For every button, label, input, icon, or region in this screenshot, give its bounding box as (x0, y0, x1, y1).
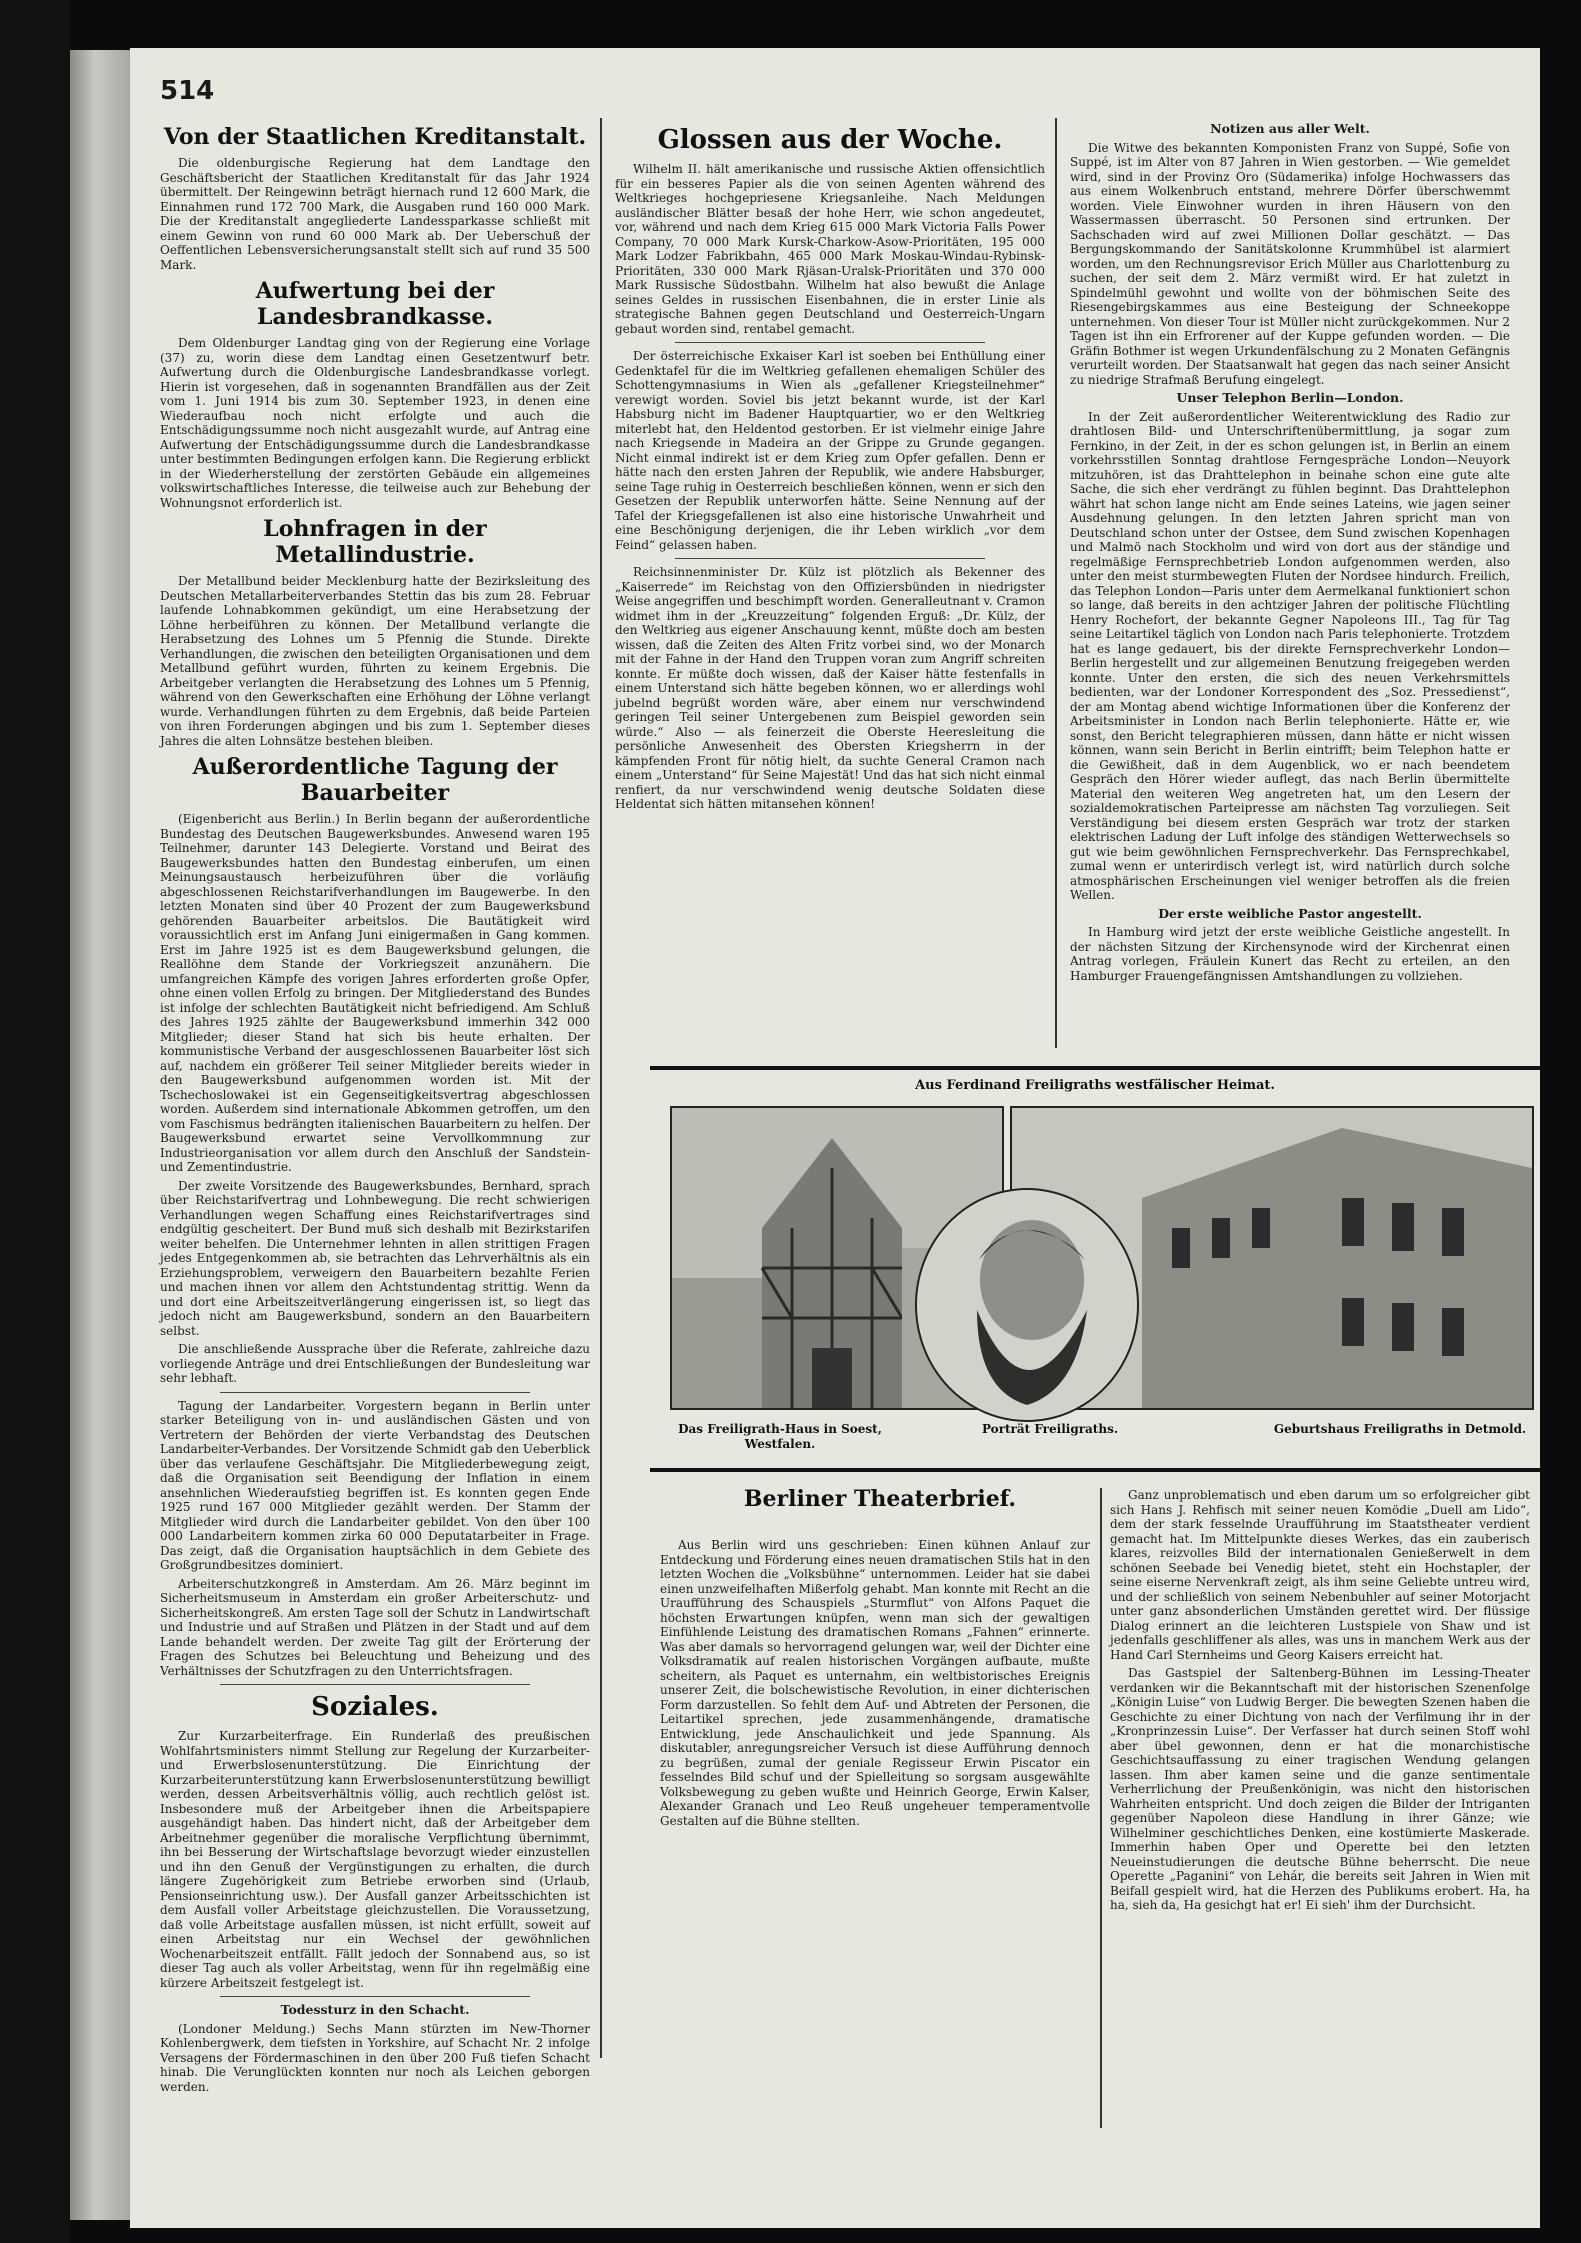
column-middle (615, 118, 1045, 816)
article-notizen: Die Witwe des bekannten Komponisten Franz von Suppé, Sofie von Suppé, ist im Alter von 87 Jahren in Wien gestorben. — Wie gemeldet wird, sind in der Provinz Oro (Südamerika) infolge Hochwassers das aus einem Wolkenbruch entstand, mehrere Dörfer überschwemmt worden. Viele Einwohner wurden in ihren Häusern von den Wassermassen überrascht. 50 Personen sind ertrunken. Der Sachschaden wird auf zwei Millionen Dollar geschätzt. — Das Bergungskommando der Sanitätskolonne Krummhübel ist alarmiert worden, um den Rechnungsrevisor Erich Müller aus Charlottenburg zu suchen, der seit dem 2. März vermißt wird. Er hat zuletzt in Spindelmühl gewohnt und wollte von der böhmischen Seite des Riesengebirgskammes aus eine Besteigung der Schneekoppe unternehmen. Von dieser Tour ist Müller nicht zurückgekommen. Nur 2 Tagen ist ihn ein Erfrorener auf der Kuppe gefunden worden. — Die Gräfin Bothmer ist wegen Urkundenfälschung zu 2 Monaten Gefängnis verurteilt worden. Der Staatsanwalt hat gegen das nach seiner Ansicht zu niedrige Strafmaß Berufung eingelegt. (1070, 140, 1510, 387)
caption-geburtshaus: Geburtshaus Freiligraths in Detmold. (1273, 1422, 1527, 1436)
article-kuelz: Reichsinnenminister Dr. Külz ist plötzlich als Bekenner des „Kaiserrede“ im Reichstag von den Offiziersbünden in niedrigster Weise angegriffen und beschimpft worden. Generalleutnant v. Cramon widmet ihm in der „Kreuzzeitung“ folgenden Erguß: „Dr. Külz, der den Weltkrieg aus eigener Anschauung kennt, müßte doch am besten wissen, daß die Zeiten des Alten Fritz vorbei sind, wo der Monarch mit der Fahne in der Hand den Truppen voran zum Angriff schreiten konnte. Er müßte doch wissen, daß der Kaiser hätte festenfalls in einem Unterstand sich hätte begeben können, wo er allerdings wohl jubelnd begrüßt worden wäre, aber einem nur verschwindend geringen Teil seiner Untergebenen zum Beispiel geworden sein würde.“ Also — als feinerzeit die Oberste Heeresleitung die persönliche Anwesenheit des Obersten Kriegsherrn in der kämpfenden Front für nötig hielt, da suchte General Cramon nach einem „Unterstand“ für Seine Majestät! Und das hat sich nicht einmal renfiert, da nur verschwindend wenig deutsche Soldaten diese Heldentat sich hätten mitansehen können! (615, 565, 1045, 811)
headline-theaterbrief: Berliner Theaterbrief. (743, 1486, 1017, 1512)
headline-bauarbeiter: Außerordentliche Tagung der Bauarbeiter (192, 754, 558, 806)
column-rule (600, 118, 602, 2058)
subheading-todessturz: Todessturz in den Schacht. (280, 2002, 470, 2017)
caption-freiligrath-house: Das Freiligrath-Haus in Soest, Westfalen. (678, 1422, 882, 1451)
divider (220, 1684, 530, 1685)
article-kreditanstalt: Die oldenburgische Regierung hat dem Landtage den Geschäftsbericht der Staatlichen Kreditanstalt für das Jahr 1924 übermittelt. Der Reingewinn beträgt hiernach rund 12 600 Mark, die Einnahmen rund 172 700 Mark, die Ausgaben rund 160 000 Mark. Die der Kreditanstalt angegliederte Landessparkasse schließt mit einem Gewinn von rund 60 000 Mark ab. Der Ueberschuß der Oeffentlichen Lebensversicherungsanstalt stellt sich auf rund 35 500 Mark. (160, 156, 590, 272)
section-rule (650, 1468, 1540, 1472)
photo-section-title: Aus Ferdinand Freiligraths westfälischer Heimat. (915, 1078, 1275, 1093)
article-theater-3: Das Gastspiel der Saltenberg-Bühnen im Lessing-Theater verdanken wir die Bekanntschaft mit der historischen Szenenfolge „Königin Luise“ von Ludwig Berger. Die bewegten Szenen haben die Geschichte zu einer Dichtung von nach der Verfilmung ihr in der „Kronprinzessin Luise“. Der Verfasser hat durch seinen Stoff wohl aber übel gewonnen, denn er hat die monarchistische Geschichtsauffassung zu einer tragischen Wendung gelangen lassen. Ihm aber kamen seine und die ganze sentimentale Verherrlichung der Preußenkönigin, was nicht den historischen Wahrheiten entspricht. Und doch zeigen die Bilder der Intriganten gegenüber Napoleon diese Handlung in ihrer Gänze; wie Wilhelminer geschichtliches Denken, eine kostümierte Maskerade. Immerhin haben Oper und Operette bei den letzten Neueinstudierungen die deutsche Bühne beherrscht. Die neue Operette „Paganini“ von Lehár, die bereits seit Jahren in Wien mit Beifall gespielt wird, hat die Herzen des Publikums erobert. Ha, ha ha, sieh da, Ha gesichgt hat er! Ei sieh' ihm der Durchsicht. (1110, 1666, 1530, 1912)
book-binding (0, 0, 70, 2243)
headline-soziales: Soziales. (311, 1692, 439, 1722)
article-theater-2: Ganz unproblematisch und eben darum um so erfolgreicher gibt sich Hans J. Rehfisch mit seiner neuen Komödie „Duell am Lido“, dem der stark fesselnde Uraufführung im Staatstheater verdient gemacht hat. Im Mittelpunkte dieses Werkes, das ein zauberisch klares, reizvolles Bild der internationalen Genießerwelt in dem schönen Seebade bei Venedig bietet, steht ein Hochstapler, der seine eiserne Nervenkraft zeigt, als ihm seine Geliebte untreu wird, und der schließlich von seinem Nebenbuhler auf seiner Motorjacht unter ganz absonderlichen Umständen gerettet wird. Der flüssige Dialog erinnert an die leichteren Lustspiele von Shaw und ist jedenfalls geschliffener als alles, was uns in manchem Werk aus der Hand Carl Sternheims und Georg Kaisers erreicht hat. (1110, 1488, 1530, 1662)
article-arbeiterschutz: Arbeiterschutzkongreß in Amsterdam. Am 26. März beginnt im Sicherheitsmuseum in Amsterdam ein großer Arbeiterschutz- und Sicherheitskongreß. Am ersten Tage soll der Schutz in Landwirtschaft und Industrie und auf Straßen und Plätzen in der Stadt und auf dem Lande behandelt werden. Der zweite Tag gilt der Erörterung der Fragen des Schutzes bei Beleuchtung und Beheizung und des Verhältnisses der Schutzfragen zu den Unterrichtsfragen. (160, 1576, 590, 1678)
page-stack-edge (70, 50, 132, 2220)
photo-section (650, 1078, 1540, 1468)
article-landarbeiter: Tagung der Landarbeiter. Vorgestern begann in Berlin unter starker Beteiligung von in- und ausländischen Gästen und von Vertretern der Behörden der vierte Verbandstag des Deutschen Landarbeiter-Verbandes. Der Vorsitzende Schmidt gab den Ueberblick über das verlaufene Geschäftsjahr. Die Mitgliederbewegung zeigt, daß die Organisation seit Beendigung der Inflation in einem ansehnlichen Wiederaufstieg begriffen ist. Es konnten gegen Ende 1925 rund 167 000 Mitglieder gezählt werden. Der Stamm der Mitglieder wird durch die Landarbeiter gebildet. Von den über 100 000 Landarbeitern kommen zirka 60 000 Deputatarbeiter in Frage. Das zeigt, daß die Organisation hauptsächlich in dem Gebiete des Großgrundbesitzes dominiert. (160, 1398, 590, 1572)
section-rule (650, 1066, 1540, 1070)
subheading-pastor: Der erste weibliche Pastor angestellt. (1158, 905, 1422, 921)
headline-landesbrandkasse: Aufwertung bei der Landesbrandkasse. (255, 278, 495, 330)
article-pastor: In Hamburg wird jetzt der erste weibliche Geistliche angestellt. In der nächsten Sitzung der Kirchensynode wird der Kirchenrat einen Antrag vorlegen, Fräulein Kunert das Recht zu erteilen, an den Hamburger Frauengefängnissen Amtshandlungen zu vollziehen. (1070, 925, 1510, 983)
column-left (160, 118, 590, 2098)
subheading-notizen: Notizen aus aller Welt. (1210, 121, 1370, 136)
theater-column-right (1110, 1488, 1530, 1917)
divider (220, 1392, 530, 1393)
theater-column-left (660, 1538, 1090, 1832)
caption-portrait: Porträt Freiligraths. (981, 1422, 1119, 1436)
page-number: 514 (160, 76, 215, 106)
article-wilhelm: Wilhelm II. hält amerikanische und russische Aktien offensichtlich für ein besseres Papier als die von seinen Agenten während des Weltkrieges hochgepriesene Kriegsanleihe. Nach Meldungen ausländischer Blätter besaß der hohe Herr, wie schon angedeutet, vor, während und nach dem Krieg 615 000 Mark Victoria Falls Power Company, 70 000 Mark Kursk-Charkow-Asow-Prioritäten, 195 000 Mark Lodzer Fabrikbahn, 465 000 Mark Moskau-Windau-Rybinsk-Prioritäten, 330 000 Mark Rjäsan-Uralsk-Prioritäten und 370 000 Mark Russische Südostbahn. Wilhelm hat also bewußt die Anlage seines Geldes in russischen Eisenbahnen, die in erster Linie als strategische Bahnen gegen Deutschland und Oesterreich-Ungarn gebaut worden sind, rentabel gemacht. (615, 162, 1045, 336)
headline-metallindustrie: Lohnfragen in der Metallindustrie. (263, 516, 487, 568)
divider (675, 558, 985, 559)
article-todessturz: (Londoner Meldung.) Sechs Mann stürzten im New-Thorner Kohlenbergwerk, dem tiefsten in Yorkshire, auf Schacht Nr. 2 infolge Versagens der Fördermaschinen in den über 200 Fuß tiefen Schacht hinab. Die Verunglückten konnten nur noch als Leichen geborgen werden. (160, 2021, 590, 2094)
article-telephon: In der Zeit außerordentlicher Weiterentwicklung des Radio zur drahtlosen Bild- und Unterschriftenübermittlung, ja sogar zum Fernkino, in der Zeit, in der es schon gelungen ist, in Berlin an einem vorkehrsstillen Sonntag drahtlose Ferngespräche London—Neuyork mitzuhören, ist das Drahttelephon in beinahe schon eine gute alte Sache, die sich eher verdrängt zu fühlen beginnt. Das Drahttelephon währt hat schon lange nicht am Ende seines Lateins, wie jagen seiner Ausdehnung gelungen. In den letzten Jahren spricht man von Deutschland schon unter der Ostsee, dem Sund zwischen Kopenhagen und Malmö nach Stockholm und wird von dort aus der ständige und regelmäßige Fernsprechbetrieb London aufgenommen werden, also unter den meist sturmbewegten Fluten der Nordsee hindurch. Freilich, das Telephon London—Paris unter dem Aermelkanal funktioniert schon so lange, daß bereits in den achtziger Jahren der politische Flüchtling Henry Rochefort, der bekannte Gegner Napoleons III., Tag für Tag seine Leitartikel täglich von London nach Paris telephonierte. Trotzdem hat es lange gedauert, bis der direkte Fernsprechverkehr London—Berlin hergestellt und zur allgemeinen Benutzung freigegeben werden konnte. Unter den ersten, die sich des neuen Verkehrsmittels bedienten, war der Londoner Korrespondent des „Soz. Pressedienst“, der am Montag abend wichtige Informationen über die Konferenz der Arbeitsminister in London nach Berlin telephonierte. Hätte er, wie sonst, den Bericht telegraphieren müssen, dann hätte er nicht wissen können, wann sein Bericht in Berlin eintrifft; beim Telephon hatte er die Gewißheit, daß in dem Augenblick, wo er nach beendetem Gespräch den Hörer wieder auflegt, das nach Berlin übermittelte Material den weiteren Weg angetreten hat, um den Lesern der sozialdemokratischen Parteipresse am nächsten Tag vorzuliegen. Seit Verständigung bei diesem ersten Gespräch war trotz der starken elektrischen Ladung der Luft infolge des ständigen Wetterwechsels so gut wie beim gewöhnlichen Fernsprechverkehr. Das Fernsprechkabel, zumal wenn er unterirdisch verlegt ist, wird natürlich durch solche atmosphärischen Erscheinungen viel weniger betroffen als die freien Wellen. (1070, 409, 1510, 902)
article-karl: Der österreichische Exkaiser Karl ist soeben bei Enthüllung einer Gedenktafel für die im Weltkrieg gefallenen ehemaligen Schüler des Schottengymnasiums in Wien als „gefallener Kriegsteilnehmer“ verewigt worden. Soviel bis jetzt bekannt wurde, ist der Karl Habsburg nicht im Badener Hauptquartier, wo er den Weltkrieg miterlebt hat, den Heldentod gestorben. Er ist vielmehr einige Jahre nach Kriegsende in Madeira an der Grippe zu Grunde gegangen. Nicht einmal indirekt ist er dem Krieg zum Opfer gefallen. Denn er hätte nach den ersten Jahren der Republik, wie andere Habsburger, seine Tage ruhig in Oesterreich beschließen können, wenn er sich den Gesetzen der Republik unterworfen hätte. Seine Nennung auf der Tafel der Kriegsgefallenen ist also eine historische Unwahrheit und eine Beschönigung derjenigen, die ihr Leben wirklich „vor dem Feind“ gelassen haben. (615, 349, 1045, 552)
article-bauarbeiter: (Eigenbericht aus Berlin.) In Berlin begann der außerordentliche Bundestag des Deutschen Baugewerksbundes. Anwesend waren 195 Teilnehmer, darunter 143 Delegierte. Vorstand und Beirat des Baugewerksbundes hatten den Bundestag einberufen, um einen Meinungsaustausch herbeizuführen über die vorläufig abgeschlossenen Reichstarifverhandlungen im Baugewerbe. In den letzten Monaten sind über 40 Prozent der zum Baugewerksbund gehörenden Bauarbeiter arbeitslos. Die Bautätigkeit wird voraussichtlich erst im Anfang Juni einigermaßen in Gang kommen. Erst im Jahre 1925 ist es dem Baugewerksbund gelungen, die Reallöhne dem Stande der Vorkriegszeit anzunähern. Die umfangreichen Kämpfe des vorigen Jahres erforderten große Opfer, ohne einen vollen Erfolg zu bringen. Der Mitgliederstand des Bundes ist infolge der schlechten Bautätigkeit nicht befriedigend. Am Schluß des Jahres 1925 zählte der Baugewerksbund immerhin 342 000 Mitglieder; dieser Stand hat sich bis heute erhalten. Der kommunistische Verband der ausgeschlossenen Bauarbeiter löst sich auf, nachdem ein größerer Teil seiner Mitglieder bereits wieder in den Baugewerksbund aufgenommen worden ist. Mit der Tschechoslowakei ist ein Gegenseitigkeitsvertrag abgeschlossen worden. Außerdem sind internationale Abkommen getroffen, um den vom Faschismus bedrängten italienischen Bauarbeitern zu helfen. Der Baugewerksbund erwartet seine Vervollkommnung zur Industrieorganisation vor allem durch den Anschluß der Sandstein- und Zementindustrie. (160, 812, 590, 1174)
article-bauarbeiter-3: Die anschließende Aussprache über die Referate, zahlreiche dazu vorliegende Anträge und drei Entschließungen der Bundesleitung war sehr lebhaft. (160, 1342, 590, 1385)
divider (675, 342, 985, 343)
divider (220, 1996, 530, 1997)
subheading-telephon: Unser Telephon Berlin—London. (1176, 390, 1404, 405)
article-theater-1: Aus Berlin wird uns geschrieben: Einen kühnen Anlauf zur Entdeckung und Förderung eines neuen dramatischen Stils hat in den letzten Wochen die „Volksbühne“ unternommen. Leider hat sie dabei einen unzweifelhaften Mißerfolg gehabt. Man konnte mit Recht an die Uraufführung des Schauspiels „Sturmflut“ von Alfons Paquet die höchsten Erwartungen knüpfen, wenn man sich der gewaltigen Einfühlende Leistung des dramatischen Romans „Fahnen“ erinnerte. Was aber damals so hervorragend gelungen war, weil der Dichter eine Volksdramatik auf realen historischen Vorgängen aufbaute, mußte scheitern, als Paquet es unternahm, ein weltbistorisches Ereignis unserer Zeit, die bolschewistische Revolution, in einer dichterischen Form darzustellen. So fehlt dem Auf- und Abtreten der Personen, die Leitartikel sprechen, jede zusammenhängende, dramatische Entwicklung, jede Anschaulichkeit und jede Spannung. Als diskutabler, anregungsreicher Versuch ist diese Aufführung dennoch zu begrüßen, zumal der geniale Regisseur Erwin Piscator ein fesselndes Bild schuf und der Spielleitung so sorgsam ausgewählte Volksbewegung zu geben wußte und Heinrich George, Erwin Kalser, Alexander Granach und Leo Reuß ungeheuer temperamentvolle Gestalten auf die Bühne stellten. (660, 1538, 1090, 1828)
article-landesbrandkasse: Dem Oldenburger Landtag ging von der Regierung eine Vorlage (37) zu, worin diese dem Landtag einen Gesetzentwurf betr. Aufwertung durch die Oldenburgische Landesbrandkasse vorlegt. Hierin ist vorgesehen, daß in sogenannten Brandfällen aus der Zeit vom 1. Juni 1914 bis zum 30. September 1923, in denen eine Wiederaufbau noch nicht erfolgte und auch die Entschädigungssumme noch nicht ausgezahlt wurde, auf Antrag eine Aufwertung der Entschädigungssumme durch die Landesbrandkasse unter bestimmten Bedingungen erfolgen kann. Die Regierung erblickt in der Wiederherstellung der zerstörten Gebäude ein allgemeines volkswirtschaftliches Interesse, die teilweise auch zur Behebung der Wohnungsnot erforderlich ist. (160, 336, 590, 510)
article-bauarbeiter-2: Der zweite Vorsitzende des Baugewerksbundes, Bernhard, sprach über Reichstarifvertrag und Lohnbewegung. Die recht schwierigen Verhandlungen wegen Schaffung eines Reichstarifvertrages sind endgültig gescheitert. Der Bund muß sich deshalb mit Bezirkstarifen weiter behelfen. Die Unternehmer lehnten in allen strittigen Fragen jedes Entgegenkommen ab, sie betrachten das Lehrverhältnis als ein Erziehungsproblem, verweigern den Bauarbeitern bezahlte Ferien und machen ihnen vor allem den Achtstundentag strittig. Wenn da und dort eine Arbeitszeitverlängerung eingerissen ist, so liegt das jedoch nicht am Baugewerksbund, sondern an den Bauarbeitern selbst. (160, 1178, 590, 1338)
newspaper-page (130, 48, 1540, 2228)
article-metallindustrie: Der Metallbund beider Mecklenburg hatte der Bezirksleitung des Deutschen Metallarbeiterverbandes Stettin das bis zum 28. Februar laufende Lohnabkommen gekündigt, um eine Herabsetzung der Löhne herbeiführen zu können. Der Metallbund verlangte die Herabsetzung des Lohnes um 5 Pfennig die Stunde. Direkte Verhandlungen, die zwischen den beteiligten Organisationen und dem Metallbund geführt wurden, führten zu keinem Ergebnis. Die Arbeitgeber verlangten die Herabsetzung des Lohnes um 5 Pfennig, während von den Gewerkschaften eine Erhöhung der Löhne verlangt wurde. Verhandlungen führten zu dem Ergebnis, daß beide Parteien von ihren Forderungen abgingen und bis zum 1. September dieses Jahres die alten Lohnsätze bestehen bleiben. (160, 574, 590, 748)
headline-glossen: Glossen aus der Woche. (657, 125, 1003, 155)
column-right (1070, 118, 1510, 987)
headline-kreditanstalt: Von der Staatlichen Kreditanstalt. (163, 124, 587, 150)
column-rule (1055, 118, 1057, 1048)
portrait-freiligrath (915, 1188, 1139, 1422)
column-rule (1100, 1488, 1102, 2128)
article-kurzarbeiter: Zur Kurzarbeiterfrage. Ein Runderlaß des preußischen Wohlfahrtsministers nimmt Stellung zur Regelung der Kurzarbeiter- und Erwerbslosenunterstützung. Die Einrichtung der Kurzarbeiterunterstützung kann Erwerbslosenunterstützung bewilligt werden, dessen Arbeitsverhältnis völlig, auch rechtlich gelöst ist. Insbesondere muß der Arbeitgeber ihnen die Arbeitspapiere ausgehändigt haben. Das hindert nicht, daß der Arbeitgeber dem Arbeitnehmer gegenüber die moralische Verpflichtung übernimmt, ihn bei Besserung der Wirtschaftslage bevorzugt wieder einzustellen und ihn den Genuß der Vergünstigungen zu erhalten, die durch längere Zugehörigkeit zum Betriebe erworben sind (Urlaub, Pensionseinrichtung usw.). Der Ausfall ganzer Arbeitsschichten ist dem Ausfall voller Arbeitstage gleichzustellen. Die Voraussetzung, daß volle Arbeitstage ausfallen müssen, ist nicht erfüllt, soweit auf einen Arbeitstag nur ein Wechsel der gewöhnlichen Wochenarbeitszeit entfällt. Fällt jedoch der Sonnabend aus, so ist dieser Tag auch als voller Arbeitstag, wenn für ihn regelmäßig eine kürzere Arbeitszeit festgelegt ist. (160, 1729, 590, 1990)
